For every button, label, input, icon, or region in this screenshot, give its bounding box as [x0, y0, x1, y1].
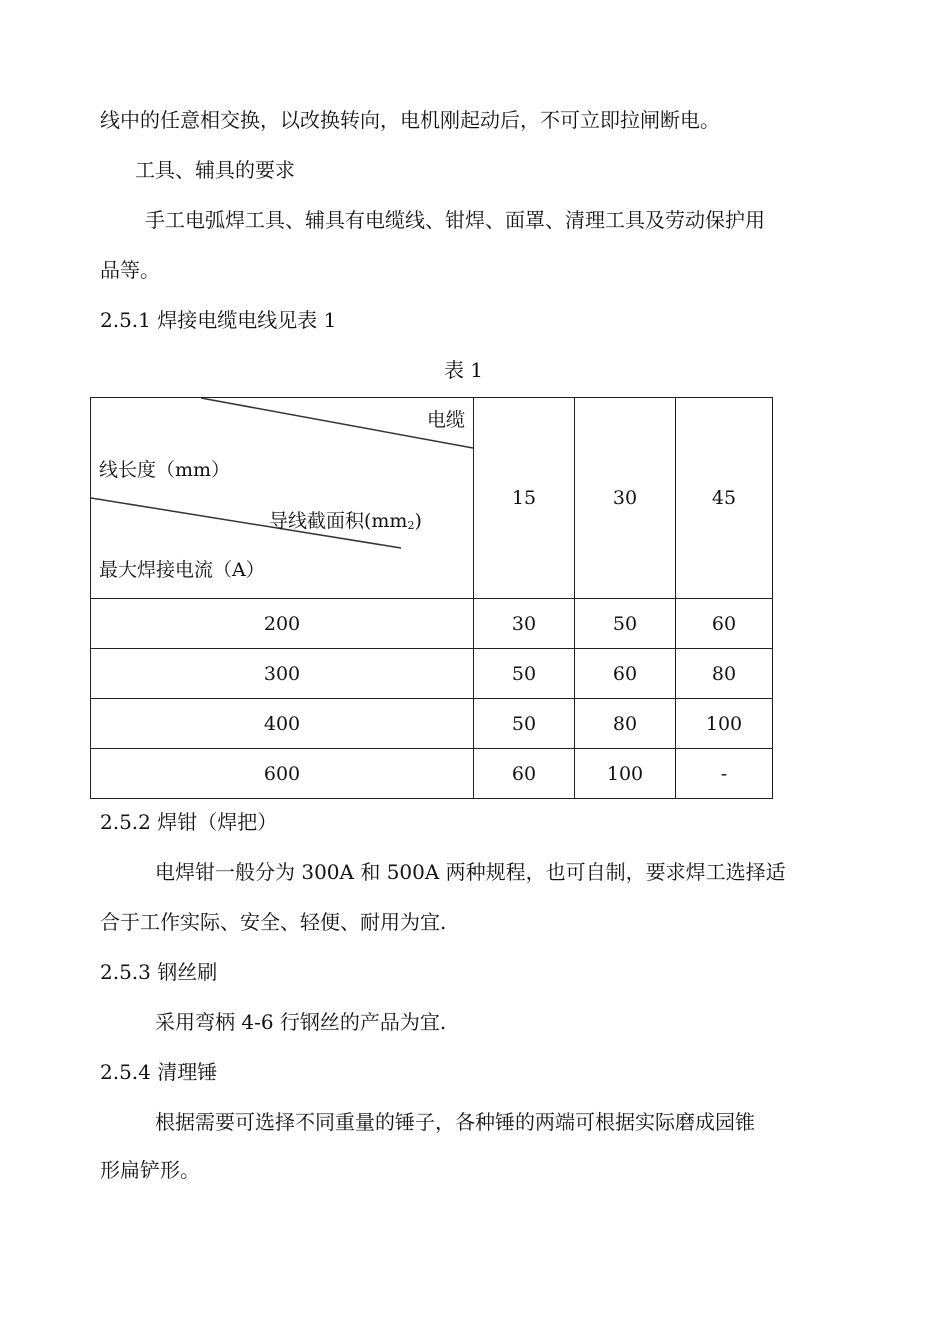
value-cell: 100	[676, 699, 773, 749]
header-cell: 30	[575, 398, 676, 599]
value-cell: 60	[575, 649, 676, 699]
paragraph-line: 合于工作实际、安全、轻便、耐用为宜.	[100, 910, 447, 934]
paragraph-line: 采用弯柄 4-6 行钢丝的产品为宜.	[155, 1010, 447, 1034]
current-cell: 400	[91, 699, 474, 749]
paragraph-line: 根据需要可选择不同重量的锤子，各种锤的两端可根据实际磨成园锥	[155, 1110, 755, 1134]
value-cell: -	[676, 749, 773, 799]
section-heading-2-5-4: 2.5.4 清理锤	[100, 1060, 218, 1084]
table-row	[91, 749, 773, 799]
table-caption: 表 1	[443, 358, 484, 382]
paragraph-line: 品等。	[100, 258, 160, 282]
paragraph-line: 手工电弧焊工具、辅具有电缆线、钳焊、面罩、清理工具及劳动保护用	[145, 208, 765, 232]
section-heading: 工具、辅具的要求	[135, 158, 295, 182]
table-row	[91, 699, 773, 749]
value-cell: 50	[474, 699, 575, 749]
corner-label-section-sub: 2	[407, 519, 415, 532]
value-cell: 100	[575, 749, 676, 799]
corner-label-length: 线长度（mm）	[99, 459, 231, 481]
paragraph-line: 电焊钳一般分为 300A 和 500A 两种规程，也可自制，要求焊工选择适	[155, 860, 786, 884]
value-cell: 50	[575, 599, 676, 649]
value-cell: 50	[474, 649, 575, 699]
current-cell: 300	[91, 649, 474, 699]
corner-label-current: 最大焊接电流（A）	[99, 559, 265, 581]
value-cell: 80	[676, 649, 773, 699]
section-heading-2-5-2: 2.5.2 焊钳（焊把）	[100, 810, 278, 834]
value-cell: 30	[474, 599, 575, 649]
paragraph-line: 线中的任意相交换，以改换转向，电机刚起动后，不可立即拉闸断电。	[100, 108, 720, 132]
value-cell: 60	[676, 599, 773, 649]
corner-label-section-close: )	[414, 510, 422, 532]
value-cell: 80	[575, 699, 676, 749]
table-header-row	[91, 398, 773, 599]
table-corner-cell	[91, 398, 474, 599]
paragraph-line: 形扁铲形。	[100, 1158, 200, 1182]
current-cell: 600	[91, 749, 474, 799]
section-heading-2-5-3: 2.5.3 钢丝刷	[100, 960, 218, 984]
section-heading-2-5-1: 2.5.1 焊接电缆电线见表 1	[100, 308, 337, 332]
corner-label-section	[269, 509, 422, 538]
value-cell: 60	[474, 749, 575, 799]
table-row	[91, 649, 773, 699]
corner-label-cable: 电缆	[426, 409, 465, 431]
table-row	[91, 599, 773, 649]
header-cell: 15	[474, 398, 575, 599]
header-cell: 45	[676, 398, 773, 599]
cable-table	[90, 397, 773, 799]
corner-label-section-text: 导线截面积(mm	[269, 510, 408, 532]
current-cell: 200	[91, 599, 474, 649]
